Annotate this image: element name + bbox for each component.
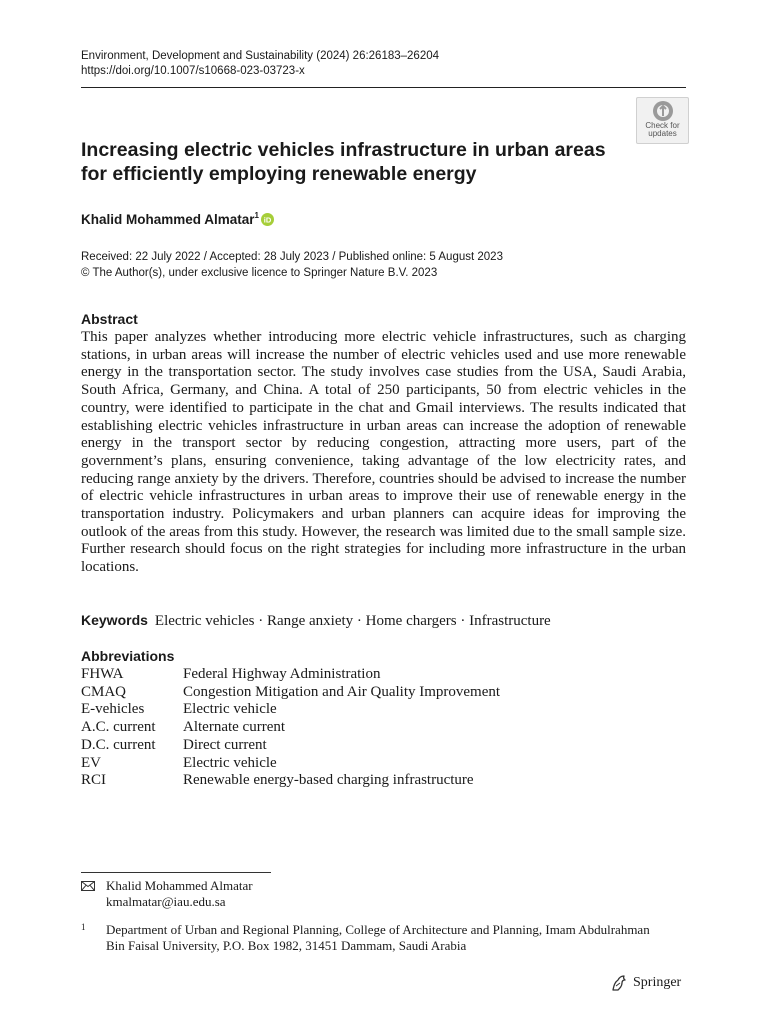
abbreviation-definition: Alternate current bbox=[183, 719, 286, 736]
abbreviations-table bbox=[81, 666, 500, 790]
affiliation-number: 1 bbox=[81, 922, 86, 932]
header-divider bbox=[81, 87, 686, 88]
date-history: Received: 22 July 2022 / Accepted: 28 July 2023 / Published online: 5 August 2023 bbox=[81, 251, 503, 263]
publication-dates bbox=[81, 250, 503, 281]
keywords-list: Electric vehicles · Range anxiety · Home chargers · Infrastructure bbox=[154, 613, 551, 629]
abbreviation-row bbox=[81, 737, 500, 755]
springer-horse-icon bbox=[610, 974, 628, 992]
envelope-icon bbox=[81, 881, 95, 891]
title-line-1: Increasing electric vehicles infrastructure in urban areas bbox=[81, 139, 606, 161]
abbreviation-definition: Renewable energy-based charging infrastructure bbox=[183, 772, 474, 789]
affiliation-text: Department of Urban and Regional Planning, College of Architecture and Planning, Imam Abdulrahman Bin Faisal University, P.O. Box 1982, 31451 Dammam, Saudi Arabia bbox=[106, 922, 650, 953]
abbreviation-row bbox=[81, 666, 500, 684]
author-name[interactable]: Khalid Mohammed Almatar bbox=[81, 212, 255, 227]
title-line-2: for efficiently employing renewable energy bbox=[81, 163, 477, 185]
corresponding-author-name: Khalid Mohammed Almatar bbox=[106, 878, 253, 893]
abbreviation: E-vehicles bbox=[81, 701, 145, 718]
abbreviation-definition: Direct current bbox=[183, 736, 267, 753]
keywords-line bbox=[81, 611, 551, 630]
corresponding-author-email[interactable]: kmalmatar@iau.edu.sa bbox=[106, 894, 226, 909]
abstract-text: This paper analyzes whether introducing more electric vehicle infrastructures, such as charging stations, in urban areas will increase the number of electric vehicles used and use more renewable energy in the transportation sector. The study involves case studies from the USA, Saudi Arabia, South Africa, Germany, and China. A total of 250 participants, 50 from electric vehicles in the country, were identified to participate in the chat and Gmail interviews. The results indicated that establishing electric vehicles infrastructure in urban areas can increase the adoption of renewable energy in the transport sector by reducing congestion, attracting more users, part of the government’s plans, ensuring convenience, taking advantage of the low electricity rates, and reducing range anxiety by the drivers. Therefore, countries should be advised to increase the number of electric vehicle infrastructures in urban areas to improve their use of renewable energy in the transportation industry. Policymakers and urban planners can acquire ideas for improving the outlook of the areas from this study. However, the research was limited due to the small sample size. Further research should focus on the right strategies for including more infrastructure in the urban locations. bbox=[81, 329, 686, 576]
abbreviation: EV bbox=[81, 754, 101, 771]
paper-title bbox=[81, 138, 621, 186]
journal-line: Environment, Development and Sustainability (2024) 26:26183–26204 bbox=[81, 50, 440, 62]
abbreviations-heading: Abbreviations bbox=[81, 648, 175, 664]
abbreviation-definition: Electric vehicle bbox=[183, 701, 277, 718]
abbreviation: A.C. current bbox=[81, 719, 156, 736]
abbreviation-row bbox=[81, 701, 500, 719]
abbreviation-definition: Electric vehicle bbox=[183, 754, 277, 771]
footnote-divider bbox=[81, 872, 271, 873]
check-for-updates-icon bbox=[651, 100, 675, 122]
author-line bbox=[81, 207, 274, 229]
abbreviation-definition: Federal Highway Administration bbox=[183, 666, 381, 682]
springer-wordmark: Springer bbox=[633, 975, 682, 990]
abbreviation-row bbox=[81, 684, 500, 702]
abbreviation: RCI bbox=[81, 772, 107, 789]
journal-citation bbox=[81, 49, 439, 79]
abstract-heading: Abstract bbox=[81, 311, 138, 327]
abbreviation-row bbox=[81, 772, 500, 790]
abbreviation-row bbox=[81, 719, 500, 737]
svg-text:iD: iD bbox=[263, 215, 272, 225]
doi-link[interactable]: https://doi.org/10.1007/s10668-023-03723-x bbox=[81, 65, 305, 77]
abbreviation: D.C. current bbox=[81, 736, 156, 753]
springer-logo bbox=[610, 974, 681, 992]
keywords-label: Keywords bbox=[81, 612, 148, 628]
badge-line2: updates bbox=[648, 129, 677, 138]
abbreviation: CMAQ bbox=[81, 683, 127, 700]
abbreviation-definition: Congestion Mitigation and Air Quality Improvement bbox=[183, 683, 501, 700]
badge-line1: Check for bbox=[645, 121, 680, 130]
orcid-icon[interactable] bbox=[261, 213, 274, 226]
abbreviation: FHWA bbox=[81, 666, 124, 682]
affiliation-mark: 1 bbox=[254, 211, 259, 220]
check-for-updates-badge[interactable] bbox=[636, 97, 689, 144]
copyright-notice: © The Author(s), under exclusive licence to Springer Nature B.V. 2023 bbox=[81, 266, 438, 279]
abbreviation-row bbox=[81, 755, 500, 773]
